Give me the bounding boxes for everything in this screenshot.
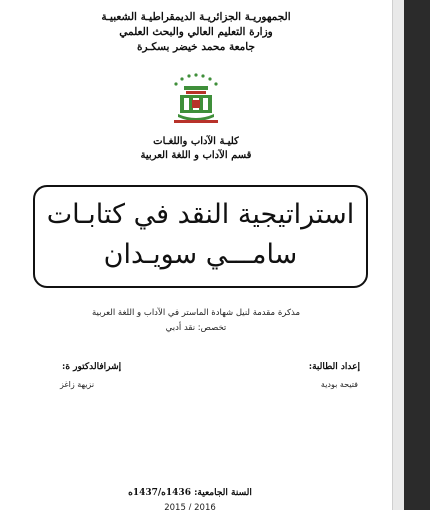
degree-line: مذكرة مقدمة لنيل شهادة الماستر في الآداب و اللغة العربية [91, 308, 301, 318]
republic-line: الجمهوريـة الجزائريـة الديمقراطيـة الشعبيـة [101, 11, 291, 23]
academic-year-label: السنة الجامعية: 1436ه/1437ه [128, 488, 252, 498]
university-line: جامعة محمد خيضر بسكـرة [137, 41, 255, 53]
ministry-line: وزارة التعليم العالي والبحث العلمي [119, 26, 273, 38]
title-line-1: استراتيجية النقد في كتابـات [46, 199, 355, 230]
republic-header [0, 10, 392, 55]
student-label: إعداد الطالبة: [308, 362, 360, 372]
title-box [33, 185, 368, 288]
specialty-line: تخصص: نقد أدبي [165, 323, 227, 333]
supervisor-name: نزيهة زاغز [60, 380, 95, 389]
academic-year-range: 2016 / 2015 [164, 503, 216, 510]
university-logo-icon [162, 70, 230, 130]
viewer-margin [404, 0, 430, 510]
title-line-2: سامـــي سويـدان [103, 239, 298, 270]
department-name: قسم الآداب و اللغة العربية [140, 150, 252, 161]
college-name: كليـة الآداب واللغـات [153, 136, 239, 147]
supervisor-label: إشرافالدكتور ة: [62, 362, 122, 372]
thesis-description [0, 306, 392, 336]
faculty-block [0, 135, 392, 163]
student-name: فتيحة بودية [320, 380, 358, 389]
